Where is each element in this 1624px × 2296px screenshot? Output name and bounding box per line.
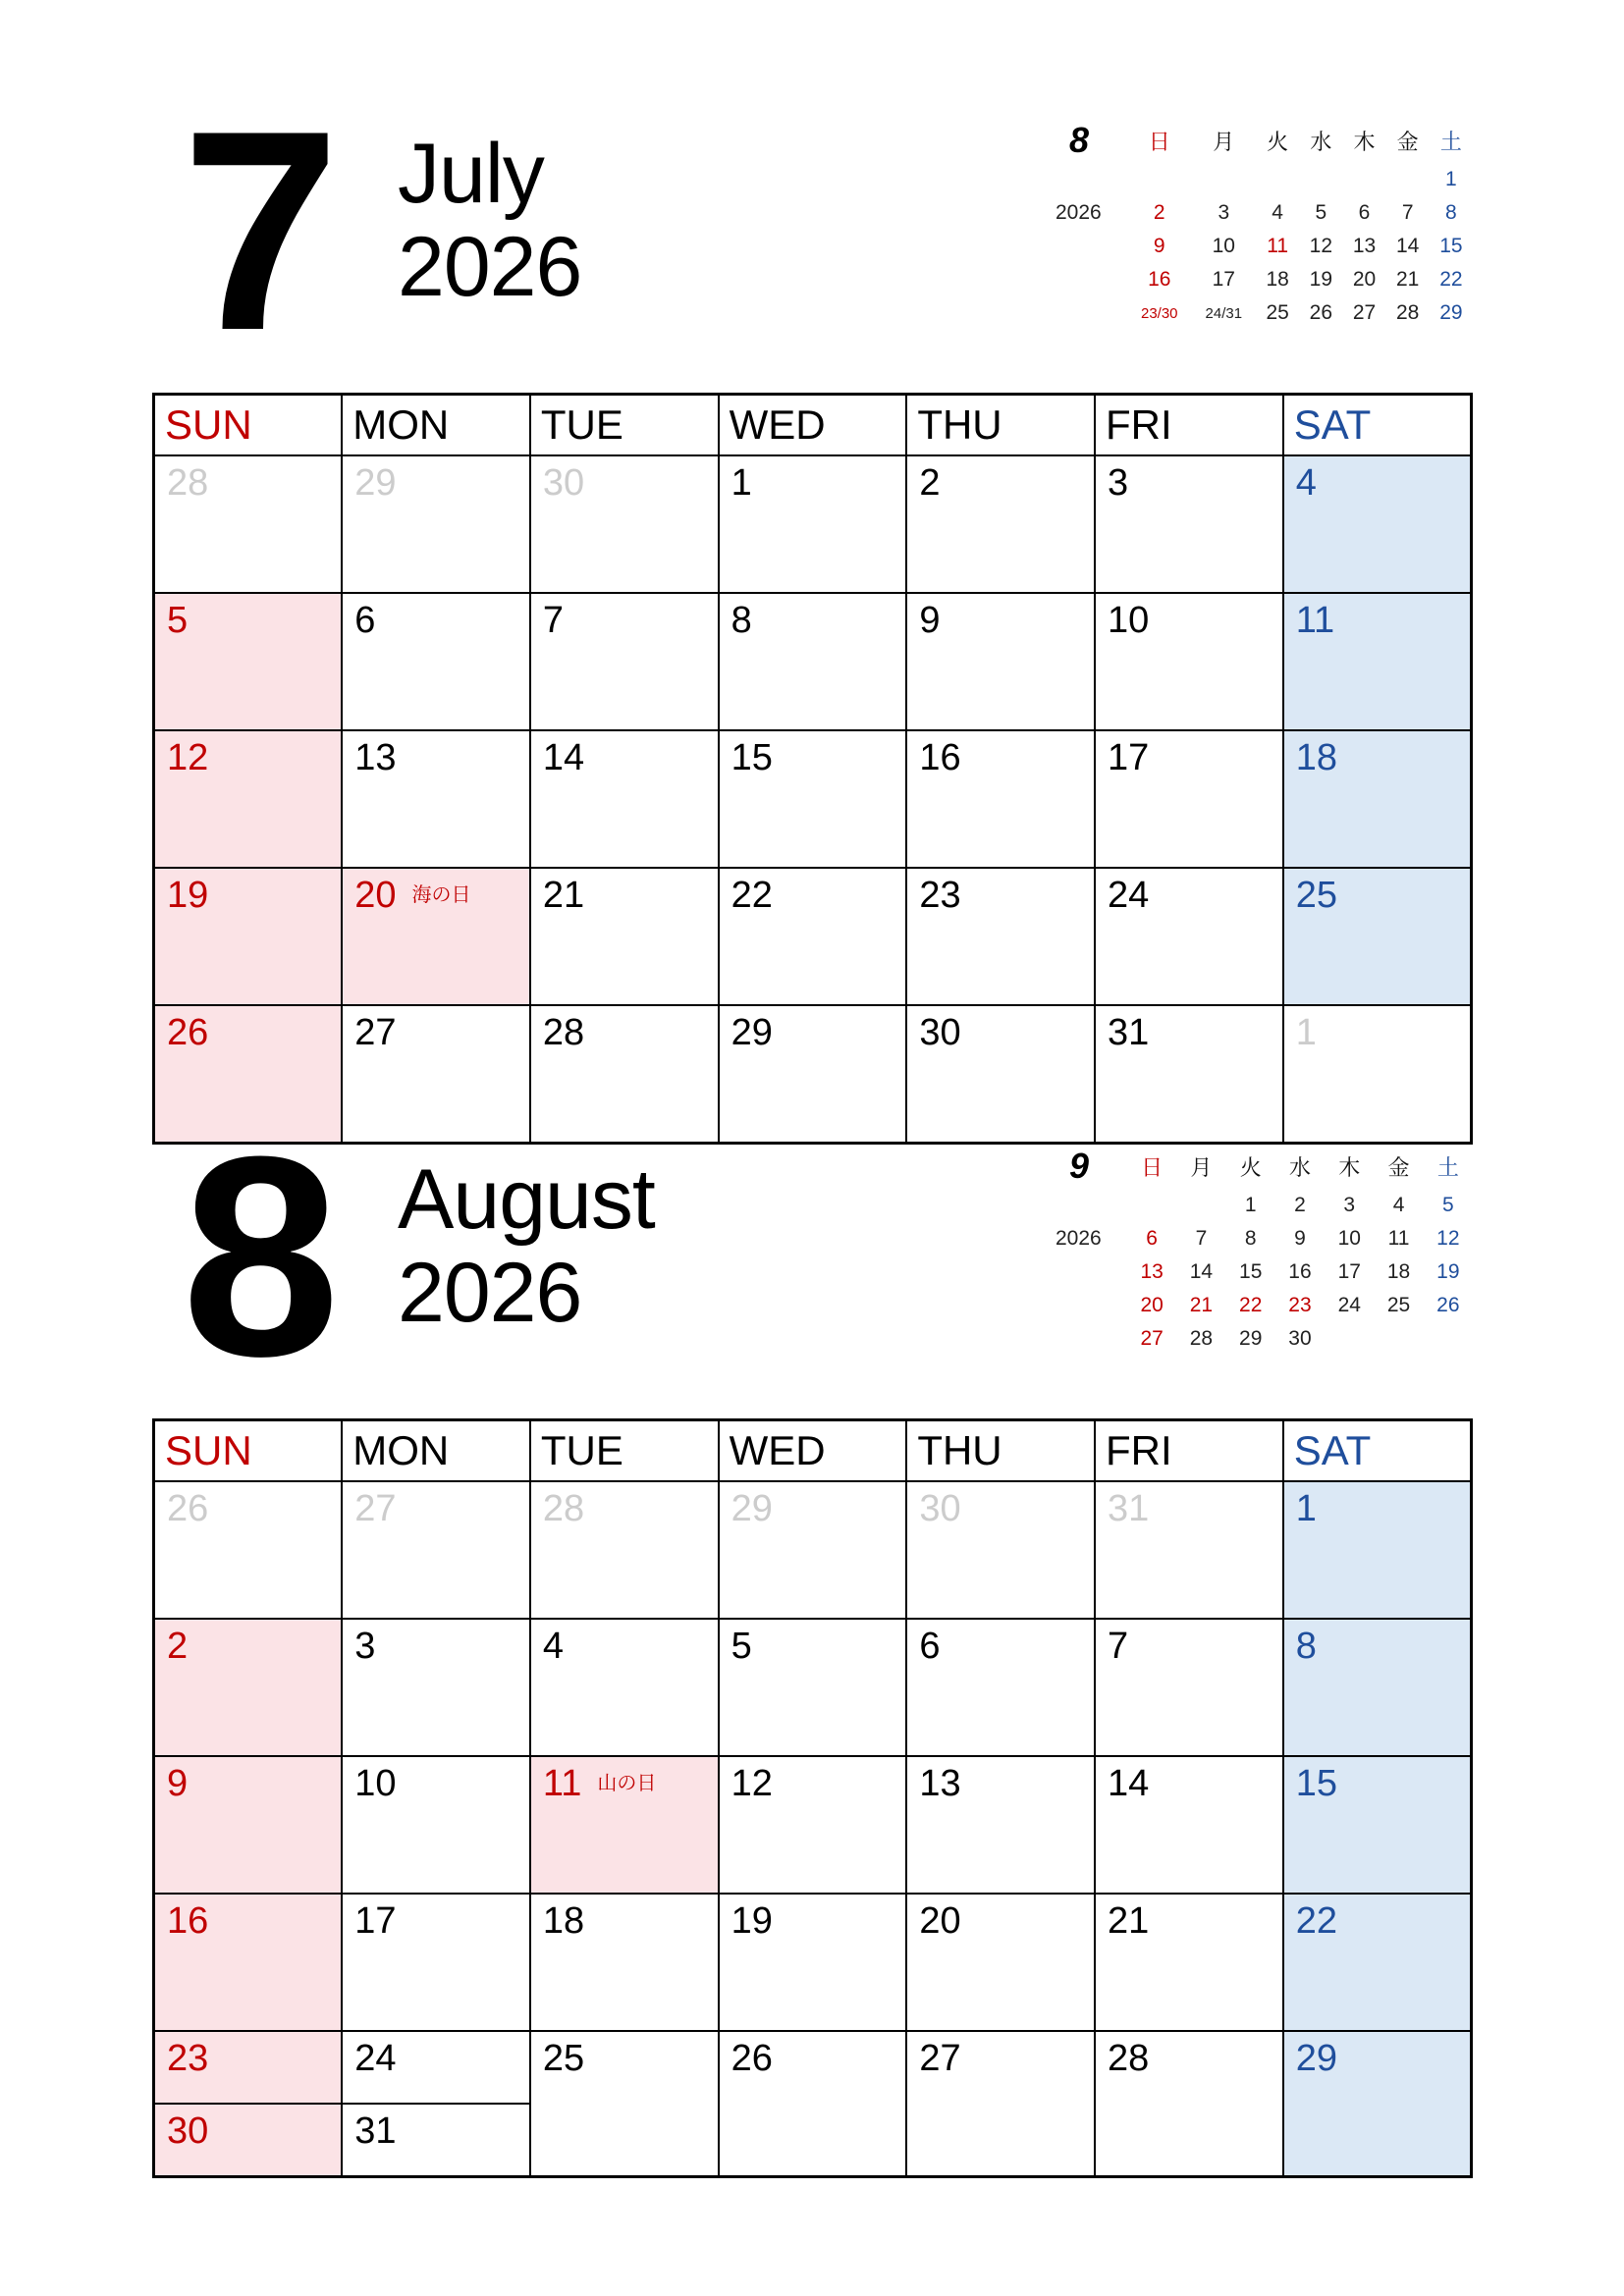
day-cell[interactable] [906, 1894, 1095, 2031]
mini-row [1051, 263, 1473, 296]
day-number: 6 [354, 600, 376, 641]
calendar-week-row [154, 1481, 1472, 1619]
day-cell[interactable] [1095, 730, 1283, 868]
day-number: 8 [731, 600, 752, 641]
day-number: 28 [1108, 2038, 1150, 2079]
mini-day: 18 [1266, 268, 1289, 291]
day-number: 17 [354, 1900, 397, 1942]
mini-day: 17 [1212, 268, 1235, 291]
day-cell[interactable] [906, 1756, 1095, 1894]
mini-day [1299, 163, 1342, 196]
mini-corner-empty [1051, 296, 1127, 330]
day-number: 13 [354, 737, 397, 778]
mini-month-number-cell [1051, 1144, 1127, 1189]
day-number: 26 [167, 1012, 209, 1053]
day-cell[interactable] [154, 1756, 343, 1894]
calendar-grid-august [152, 1418, 1473, 2178]
day-cell[interactable] [342, 2031, 530, 2104]
mini-day: 8 [1244, 1227, 1257, 1250]
day-number: 23 [919, 875, 961, 916]
day-cell[interactable] [530, 730, 719, 868]
day-number: 29 [731, 1012, 773, 1053]
mini-day: 18 [1386, 1260, 1411, 1283]
mini-day [1256, 163, 1299, 196]
day-number: 17 [1108, 737, 1150, 778]
mini-day: 7 [1401, 201, 1414, 224]
mini-day: 2 [1294, 1194, 1306, 1216]
day-cell[interactable] [1095, 593, 1283, 730]
day-number: 31 [354, 2110, 397, 2152]
day-cell[interactable] [342, 1619, 530, 1756]
weekday-header-sun: SUN [154, 1420, 343, 1482]
mini-day: 6 [1146, 1227, 1158, 1250]
month-header-july [152, 72, 1473, 393]
weekday-header-tue: TUE [530, 395, 719, 456]
weekday-header-thu: THU [906, 395, 1095, 456]
day-cell[interactable] [530, 593, 719, 730]
day-cell[interactable] [906, 2031, 1095, 2177]
day-number: 11 [1295, 600, 1335, 641]
day-cell[interactable] [154, 1481, 343, 1619]
mini-day: 16 [1148, 268, 1171, 291]
mini-day: 15 [1239, 1260, 1263, 1283]
day-number: 26 [731, 2038, 773, 2079]
weekday-header-wed: WED [719, 1420, 907, 1482]
month-year-july: 2026 [398, 220, 582, 314]
day-cell[interactable] [342, 1481, 530, 1619]
month-title-august [398, 1153, 655, 1340]
day-number: 30 [167, 2110, 209, 2152]
day-cell[interactable] [1095, 2031, 1283, 2177]
day-number: 30 [542, 462, 585, 504]
day-cell[interactable] [1283, 1894, 1472, 2031]
month-big-number-august: 8 [182, 1097, 331, 1415]
mini-calendar-august [1051, 118, 1473, 330]
day-number: 28 [542, 1488, 585, 1529]
weekday-header-wed: WED [719, 395, 907, 456]
day-cell[interactable] [1283, 593, 1472, 730]
day-cell[interactable] [1283, 1005, 1472, 1144]
mini-row [1051, 296, 1473, 330]
holiday-label: 海の日 [411, 884, 471, 907]
day-number: 31 [1108, 1012, 1150, 1053]
mini-day: 12 [1309, 235, 1332, 257]
day-cell[interactable] [154, 730, 343, 868]
mini-day: 16 [1288, 1260, 1312, 1283]
mini-header-fri: 金 [1396, 129, 1419, 154]
calendar-week-row [154, 455, 1472, 593]
day-number: 1 [1295, 1488, 1317, 1529]
weekday-header-fri: FRI [1095, 395, 1283, 456]
mini-day: 14 [1395, 235, 1420, 257]
mini-day [1342, 163, 1385, 196]
mini-corner-empty [1051, 230, 1127, 263]
month-header-august [152, 1097, 1473, 1418]
day-cell[interactable] [342, 1756, 530, 1894]
day-cell[interactable] [154, 455, 343, 593]
mini-day: 22 [1439, 268, 1463, 291]
day-number: 19 [167, 875, 209, 916]
day-cell[interactable] [342, 1894, 530, 2031]
weekday-header-sun: SUN [154, 395, 343, 456]
day-cell[interactable] [719, 1619, 907, 1756]
day-cell[interactable] [906, 455, 1095, 593]
month-big-number-july: 7 [182, 72, 331, 390]
mini-day: 25 [1386, 1294, 1411, 1316]
day-cell[interactable] [906, 1005, 1095, 1144]
mini-header-sat: 土 [1436, 1154, 1459, 1180]
mini-day: 5 [1315, 201, 1327, 224]
calendar-grid-july [152, 393, 1473, 1145]
month-block-august [152, 1097, 1473, 2178]
mini-day: 20 [1352, 268, 1377, 291]
month-year-august: 2026 [398, 1246, 582, 1340]
mini-day [1127, 163, 1192, 196]
holiday-label: 山の日 [597, 1773, 657, 1795]
day-cell[interactable] [1283, 455, 1472, 593]
day-cell[interactable] [154, 1619, 343, 1756]
day-cell[interactable] [530, 2031, 719, 2177]
day-number: 30 [919, 1488, 961, 1529]
mini-day: 9 [1153, 235, 1165, 257]
mini-header-sun: 日 [1148, 129, 1170, 154]
mini-day: 10 [1212, 235, 1235, 257]
day-number: 7 [542, 600, 565, 641]
mini-day [1176, 1189, 1225, 1222]
day-cell[interactable] [530, 1481, 719, 1619]
mini-day: 1 [1445, 168, 1457, 190]
day-cell[interactable] [1283, 2031, 1472, 2177]
calendar-week-row [154, 1005, 1472, 1144]
mini-day: 29 [1239, 1327, 1263, 1350]
mini-day: 1 [1244, 1194, 1257, 1216]
day-number: 22 [1295, 1900, 1337, 1942]
day-number: 10 [1108, 600, 1150, 641]
mini-day: 4 [1392, 1194, 1405, 1216]
day-number: 14 [542, 737, 585, 778]
mini-day: 20 [1140, 1294, 1164, 1316]
calendar-week-row [154, 2031, 1472, 2104]
mini-day: 27 [1140, 1327, 1164, 1350]
day-cell[interactable] [342, 730, 530, 868]
day-cell[interactable] [342, 2104, 530, 2177]
day-number: 8 [1295, 1626, 1317, 1667]
day-number: 31 [1108, 1488, 1150, 1529]
mini-day [1325, 1322, 1374, 1356]
day-number: 2 [919, 462, 941, 504]
mini-calendar-september [1051, 1144, 1473, 1356]
day-number: 27 [354, 1012, 397, 1053]
mini-day [1374, 1322, 1423, 1356]
mini-day: 30 [1288, 1327, 1312, 1350]
day-cell[interactable] [530, 868, 719, 1005]
mini-day-holiday: 21 [1189, 1294, 1214, 1316]
day-number: 21 [1108, 1900, 1150, 1942]
mini-day: 25 [1266, 301, 1289, 324]
day-cell[interactable] [719, 1894, 907, 2031]
month-name-july: July [398, 127, 544, 221]
mini-row [1051, 1189, 1473, 1222]
weekday-header-sat: SAT [1283, 1420, 1472, 1482]
mini-day-dual: 24/31 [1205, 304, 1243, 322]
calendar-week-row [154, 868, 1472, 1005]
month-name-august: August [398, 1152, 655, 1247]
day-cell[interactable] [1283, 1756, 1472, 1894]
mini-day: 21 [1395, 268, 1420, 291]
mini-day: 24 [1337, 1294, 1361, 1316]
calendar-week-row [154, 730, 1472, 868]
weekday-header-thu: THU [906, 1420, 1095, 1482]
day-number: 9 [167, 1763, 189, 1804]
mini-day: 4 [1272, 201, 1283, 224]
mini-corner-empty [1051, 1289, 1127, 1322]
day-cell[interactable] [719, 455, 907, 593]
month-block-july [152, 72, 1473, 1145]
mini-header-mon: 月 [1190, 1154, 1213, 1180]
day-cell[interactable] [1095, 1756, 1283, 1894]
mini-day: 7 [1195, 1227, 1208, 1250]
mini-day: 26 [1309, 301, 1332, 324]
month-title-july [398, 128, 581, 314]
day-cell[interactable] [719, 730, 907, 868]
mini-day: 19 [1436, 1260, 1460, 1283]
weekday-header-fri: FRI [1095, 1420, 1283, 1482]
day-cell[interactable] [342, 1005, 530, 1144]
day-cell[interactable] [1095, 868, 1283, 1005]
day-number: 28 [167, 462, 209, 504]
mini-header-mon: 月 [1213, 129, 1235, 154]
mini-day: 17 [1337, 1260, 1361, 1283]
mini-header-sat: 土 [1439, 129, 1462, 154]
weekday-header-row [154, 395, 1472, 456]
mini-year-cell [1051, 1222, 1127, 1255]
day-number: 20 [919, 1900, 961, 1942]
mini-year: 2026 [1056, 1227, 1102, 1250]
mini-day: 13 [1140, 1260, 1164, 1283]
day-number: 12 [731, 1763, 773, 1804]
mini-row [1051, 1222, 1473, 1255]
mini-day-holiday: 22 [1239, 1294, 1263, 1316]
day-number: 16 [167, 1900, 209, 1942]
day-number: 24 [354, 2038, 397, 2079]
day-cell[interactable] [530, 1005, 719, 1144]
mini-month-number-cell [1051, 118, 1127, 163]
day-cell[interactable] [719, 1481, 907, 1619]
weekday-header-mon: MON [342, 1420, 530, 1482]
day-cell[interactable] [1095, 1894, 1283, 2031]
day-number: 16 [919, 737, 961, 778]
calendar-week-row [154, 1894, 1472, 2031]
day-number: 26 [167, 1488, 209, 1529]
day-number: 25 [1295, 875, 1337, 916]
mini-row [1051, 230, 1473, 263]
day-cell[interactable] [1283, 868, 1472, 1005]
mini-row [1051, 196, 1473, 230]
day-number: 24 [1108, 875, 1150, 916]
mini-day: 29 [1439, 301, 1463, 324]
day-number: 7 [1108, 1626, 1129, 1667]
day-cell[interactable] [1283, 1481, 1472, 1619]
day-number: 11 [542, 1763, 582, 1804]
day-cell[interactable] [154, 868, 343, 1005]
mini-day: 11 [1387, 1227, 1410, 1250]
day-number: 19 [731, 1900, 773, 1942]
day-number: 15 [1295, 1763, 1337, 1804]
calendar-week-row [154, 593, 1472, 730]
day-number: 12 [167, 737, 209, 778]
day-number: 29 [354, 462, 397, 504]
day-cell[interactable] [154, 2031, 343, 2104]
weekday-header-row [154, 1420, 1472, 1482]
mini-day: 27 [1352, 301, 1377, 324]
day-cell[interactable] [1095, 455, 1283, 593]
day-cell[interactable] [1095, 1005, 1283, 1144]
mini-day: 15 [1439, 235, 1463, 257]
calendar-week-row [154, 1619, 1472, 1756]
mini-day: 6 [1358, 201, 1371, 224]
mini-day: 3 [1218, 201, 1230, 224]
day-cell[interactable] [154, 2104, 343, 2177]
day-number: 4 [1295, 462, 1317, 504]
day-number: 27 [354, 1488, 397, 1529]
day-cell[interactable] [906, 1619, 1095, 1756]
day-cell[interactable] [719, 593, 907, 730]
day-cell[interactable] [342, 455, 530, 593]
mini-row [1051, 1289, 1473, 1322]
day-number: 27 [919, 2038, 961, 2079]
day-cell[interactable] [906, 868, 1095, 1005]
mini-day: 28 [1395, 301, 1420, 324]
day-cell[interactable] [1095, 1619, 1283, 1756]
day-cell[interactable] [719, 2031, 907, 2177]
mini-day: 12 [1436, 1227, 1460, 1250]
day-cell[interactable] [906, 593, 1095, 730]
weekday-header-sat: SAT [1283, 395, 1472, 456]
day-cell[interactable] [906, 730, 1095, 868]
day-cell[interactable] [530, 1619, 719, 1756]
mini-day [1127, 1189, 1176, 1222]
mini-header-tue: 火 [1267, 129, 1289, 154]
mini-day: 2 [1153, 201, 1165, 224]
day-cell[interactable] [154, 1894, 343, 2031]
mini-row [1051, 1322, 1473, 1356]
mini-day: 5 [1442, 1194, 1454, 1216]
mini-header-thu: 木 [1338, 1154, 1361, 1180]
day-number: 13 [919, 1763, 961, 1804]
mini-corner-empty [1051, 163, 1127, 196]
mini-day: 14 [1189, 1260, 1214, 1283]
day-number: 3 [1108, 462, 1129, 504]
day-cell[interactable] [1095, 1481, 1283, 1619]
day-number: 21 [542, 875, 585, 916]
mini-day-dual: 23/30 [1140, 304, 1178, 322]
mini-day: 19 [1309, 268, 1332, 291]
mini-corner-empty [1051, 1255, 1127, 1289]
day-number: 25 [542, 2038, 585, 2079]
day-number: 4 [542, 1626, 565, 1667]
mini-month-number: 8 [1069, 120, 1090, 160]
mini-year: 2026 [1056, 201, 1102, 224]
day-number: 2 [167, 1626, 189, 1667]
mini-day: 8 [1445, 201, 1457, 224]
mini-day [1192, 163, 1257, 196]
day-number: 23 [167, 2038, 209, 2079]
day-cell[interactable] [719, 868, 907, 1005]
day-number: 14 [1108, 1763, 1150, 1804]
weekday-header-mon: MON [342, 395, 530, 456]
mini-day-holiday: 23 [1288, 1294, 1312, 1316]
day-number: 1 [731, 462, 752, 504]
day-number: 9 [919, 600, 941, 641]
calendar-week-row [154, 1756, 1472, 1894]
mini-day-holiday: 11 [1267, 235, 1289, 257]
day-cell[interactable] [342, 593, 530, 730]
mini-header-fri: 金 [1387, 1154, 1410, 1180]
mini-row [1051, 1255, 1473, 1289]
day-cell[interactable] [719, 1005, 907, 1144]
day-number: 29 [731, 1488, 773, 1529]
mini-row [1051, 163, 1473, 196]
day-cell[interactable] [1283, 1619, 1472, 1756]
mini-month-number: 9 [1069, 1146, 1090, 1186]
day-cell[interactable] [530, 1894, 719, 2031]
mini-header-wed: 水 [1288, 1154, 1311, 1180]
day-cell[interactable] [719, 1756, 907, 1894]
mini-day: 26 [1436, 1294, 1460, 1316]
mini-corner-empty [1051, 263, 1127, 296]
mini-day: 28 [1189, 1327, 1214, 1350]
day-number: 5 [731, 1626, 752, 1667]
mini-day: 13 [1352, 235, 1377, 257]
mini-header-sun: 日 [1141, 1154, 1164, 1180]
mini-corner-empty [1051, 1322, 1127, 1356]
mini-day [1424, 1322, 1473, 1356]
mini-corner-empty [1051, 1189, 1127, 1222]
day-number: 3 [354, 1626, 376, 1667]
day-cell[interactable] [1283, 730, 1472, 868]
mini-header-thu: 木 [1353, 129, 1376, 154]
mini-day [1386, 163, 1430, 196]
day-number: 6 [919, 1626, 941, 1667]
day-cell[interactable] [530, 455, 719, 593]
day-number: 29 [1295, 2038, 1337, 2079]
day-number: 1 [1295, 1012, 1317, 1053]
day-number: 28 [542, 1012, 585, 1053]
day-number: 18 [1295, 737, 1337, 778]
day-cell[interactable] [906, 1481, 1095, 1619]
day-cell-holiday[interactable] [342, 868, 530, 1005]
day-number: 30 [919, 1012, 961, 1053]
weekday-header-tue: TUE [530, 1420, 719, 1482]
day-cell[interactable] [154, 593, 343, 730]
day-number: 20 [354, 875, 397, 916]
day-number: 18 [542, 1900, 585, 1942]
mini-day: 9 [1294, 1227, 1306, 1250]
mini-day: 10 [1337, 1227, 1361, 1250]
day-number: 15 [731, 737, 773, 778]
mini-year-cell [1051, 196, 1127, 230]
mini-day: 3 [1343, 1194, 1356, 1216]
day-number: 10 [354, 1763, 397, 1804]
mini-header-wed: 水 [1310, 129, 1332, 154]
day-cell-holiday[interactable] [530, 1756, 719, 1894]
mini-header-tue: 火 [1239, 1154, 1262, 1180]
day-number: 22 [731, 875, 773, 916]
day-number: 5 [167, 600, 189, 641]
